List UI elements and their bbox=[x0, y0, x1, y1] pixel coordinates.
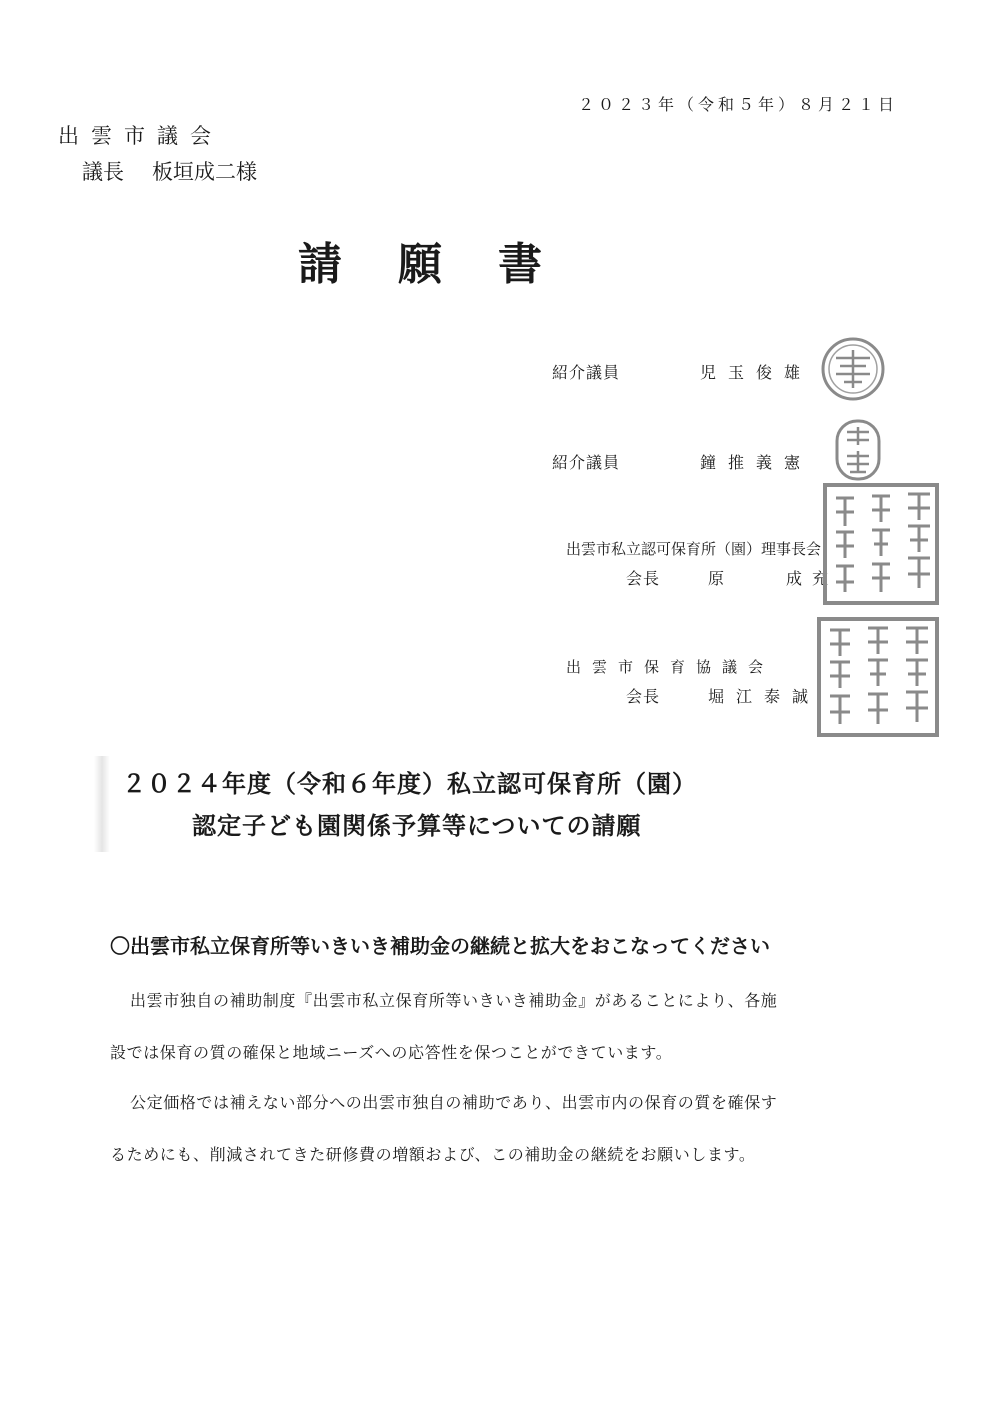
introducer-2-name: 鐘推義憲 bbox=[700, 453, 813, 472]
paragraph-1-line-2: 設では保育の質の確保と地域ニーズへの応答性を保つことができています。 bbox=[110, 1043, 673, 1062]
paragraph-2-line-2: るためにも、削減されてきた研修費の増額および、この補助金の継続をお願いします。 bbox=[110, 1145, 756, 1164]
petitioner-2-org: 出雲市保育協議会 bbox=[566, 658, 775, 676]
petitioner-2-seal-icon bbox=[816, 616, 940, 738]
petitioner-1-name: 原 成充 bbox=[708, 569, 839, 588]
petitioner-1-role: 会長 bbox=[626, 569, 661, 588]
petitioner-1-seal-icon bbox=[822, 482, 940, 606]
paragraph-1-line-1: 出雲市独自の補助制度『出雲市私立保育所等いきいき補助金』があることにより、各施 bbox=[130, 991, 778, 1010]
introducer-2-label: 紹介議員 bbox=[552, 453, 621, 472]
subject-line-1: ２０２４年度（令和６年度）私立認可保育所（園） bbox=[122, 770, 697, 798]
recipient-chair-label: 議長 bbox=[82, 160, 124, 184]
petitioner-2-role: 会長 bbox=[626, 687, 661, 706]
introducer-1-seal-icon bbox=[820, 336, 886, 402]
paragraph-2-line-1: 公定価格では補えない部分への出雲市独自の補助であり、出雲市内の保育の質を確保す bbox=[130, 1093, 778, 1112]
recipient-council: 出雲市議会 bbox=[58, 124, 223, 148]
introducer-2-seal-icon bbox=[834, 418, 882, 482]
recipient-chair-name: 板垣成二様 bbox=[152, 160, 257, 184]
introducer-1-label: 紹介議員 bbox=[552, 363, 621, 382]
document-title: 請願書 bbox=[298, 239, 598, 290]
scan-smear bbox=[94, 756, 110, 852]
petitioner-2-name: 堀江泰誠 bbox=[708, 687, 821, 706]
introducer-1-name: 児玉俊雄 bbox=[700, 363, 813, 382]
section-heading: 〇出雲市私立保育所等いきいき補助金の継続と拡大をおこなってください bbox=[110, 934, 770, 958]
petitioner-1-org: 出雲市私立認可保育所（園）理事長会 bbox=[566, 540, 822, 558]
document-date: ２０２３年（令和５年）８月２１日 bbox=[578, 95, 899, 114]
subject-line-2: 認定子ども園関係予算等についての請願 bbox=[192, 812, 642, 840]
